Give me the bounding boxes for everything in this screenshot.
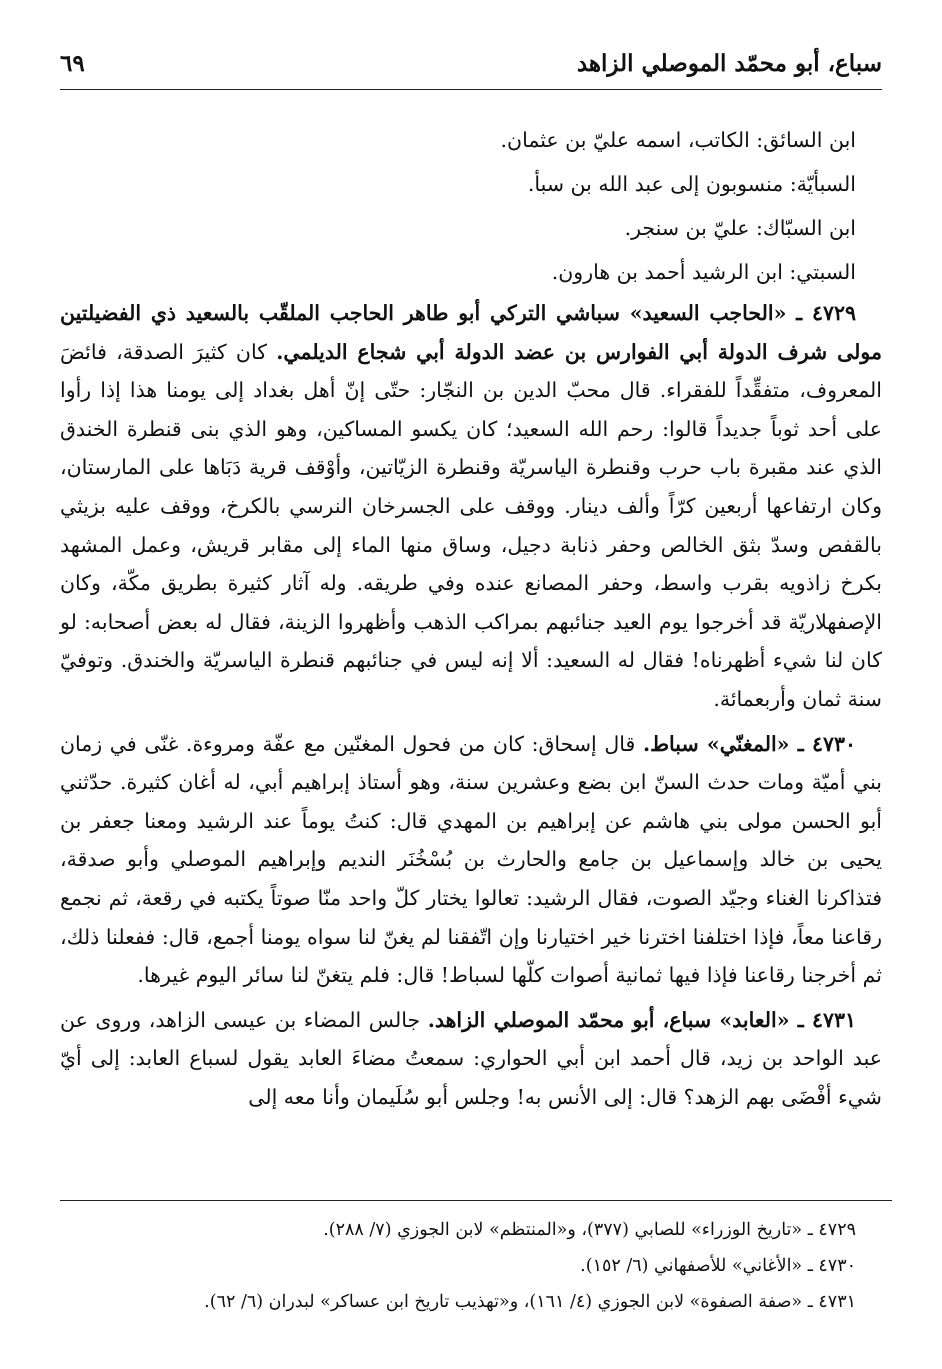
header-rule: [60, 89, 882, 90]
entry-heading: ٤٧٣١ ـ «العابد» سباع، أبو محمّد الموصلي الزاهد.: [427, 1007, 856, 1032]
page-number: ٦٩: [60, 50, 85, 77]
entry-4729: [60, 294, 882, 719]
entry-text: جالس المضاء بن عيسى الزاهد، وروى عن عبد الواحد بن زيد، قال أحمد ابن أبي الحواري: سمعتُ مضاءَ العابد يقول لسباع العابد: إلى أيّ شيء أفْضَى بهم الزهد؟ قال: إلى الأنس به! وجلس أبو سُلَيمان وأنا معه إلى: [60, 1007, 882, 1109]
page-header: [60, 46, 882, 90]
cross-ref-line: ابن السائق: الكاتب، اسمه عليّ بن عثمان.: [500, 128, 856, 152]
entry-text: قال إسحاق: كان من فحول المغنّين مع عفّة ومروءة. غنّى في زمان بني أميّة ومات حدث السنّ ابن بضع وعشرين سنة، وهو أستاذ إبراهيم أبي، له أغان كثيرة. حدّثني أبو الحسن مولى بني هاشم عن إبراهيم بن المهدي قال: كنتُ يوماً عند الرشيد ومعنا جعفر بن يحيى بن خالد وإسماعيل بن جامع والحارث بن بُسْخُنَر النديم وإبراهيم الموصلي وأبو صدقة، فتذاكرنا الغناء وجيّد الصوت، فقال الرشيد: تعالوا يختار كلّ واحد منّا صوتاً يكتبه في رقعة، ثم نجمع رقاعنا معاً، فإذا اختلفنا اخترنا خير اختيارنا وإن اتّفقنا لم يغنّ لنا سواه يومنا أجمع، قال: ففعلنا ذلك، ثم أخرجنا رقاعنا فإذا فيها ثمانية أصوات كلّها لسباط! قال: فلم يتغنّ لنا سائر اليوم غيرها.: [60, 731, 883, 988]
footnote: ٤٧٢٩ ـ «تاريخ الوزراء» للصابي (٣٧٧)، و«المنتظم» لابن الجوزي (٧/ ٢٨٨).: [323, 1220, 856, 1240]
page-body: [60, 118, 882, 1122]
cross-ref-line: ابن السبّاك: عليّ بن سنجر.: [624, 216, 856, 240]
entry-text: كان كثيرَ الصدقة، فائضَ المعروف، متفقِّداً للفقراء. قال محبّ الدين بن النجّار: حتّى إنّ أهل بغداد إلى يومنا هذا إذا رأوا على أحد ثوباً جديداً قالوا: رحم الله السعيد؛ كان يكسو المساكين، وهو الذي بنى قنطرة الخندق الذي عند مقبرة باب حرب وقنطرة الياسريّة وقنطرة الزيّاتين، وأوْقف قرية دَبَاها على المارستان، وكان ارتفاعها أربعين كرّاً وألف دينار. ووقف على الجسرخان النرسي بالكرخ، ووقف عليه بزيثي بالقفص وسدّ بثق الخالص وحفر ذنابة دجيل، وساق منها الماء إلى مقابر قريش، وعمل المشهد بكرخ زاذويه بقرب واسط، وحفر المصانع عنده وفي طريقه. وله آثار كثيرة بطريق مكّة، وكان الإصفهلاريّة قد أخرجوا يوم العيد جنائبهم بمراكب الذهب وأظهروا الزينة، فقال له بعض أصحابه: لو كان لنا شيء أظهرناه! فقال له السعيد: ألا إنه ليس في جنائبهم قنطرة الياسريّة والخندق. وتوفيّ سنة ثمان وأربعمائة.: [60, 339, 882, 711]
footnote-rule: [60, 1200, 892, 1201]
entry-heading: ٤٧٢٩ ـ «الحاجب السعيد» سباشي التركي أبو طاهر الحاجب الملقّب بالسعيد ذي الفضيلتين مولى شرف الدولة أبي الفوارس بن عضد الدولة أبي شجاع الديلمي.: [60, 301, 882, 364]
running-head: سباع، أبو محمّد الموصلي الزاهد: [576, 50, 882, 77]
cross-ref-line: السبتي: ابن الرشيد أحمد بن هارون.: [551, 260, 856, 284]
entry-heading: ٤٧٣٠ ـ «المغنّي» سباط.: [642, 731, 857, 756]
footnote: ٤٧٣٠ ـ «الأغاني» للأصفهاني (٦/ ١٥٢).: [580, 1256, 856, 1276]
entry-4731: [60, 1001, 882, 1117]
cross-ref-line: السبأيّة: منسوبون إلى عبد الله بن سبأ.: [527, 172, 856, 196]
footnote: ٤٧٣١ ـ «صفة الصفوة» لابن الجوزي (٤/ ١٦١)، و«تهذيب تاريخ ابن عساكر» لبدران (٦/ ٦٢).: [204, 1292, 856, 1312]
footnotes: [60, 1212, 882, 1320]
entry-4730: [60, 725, 882, 995]
